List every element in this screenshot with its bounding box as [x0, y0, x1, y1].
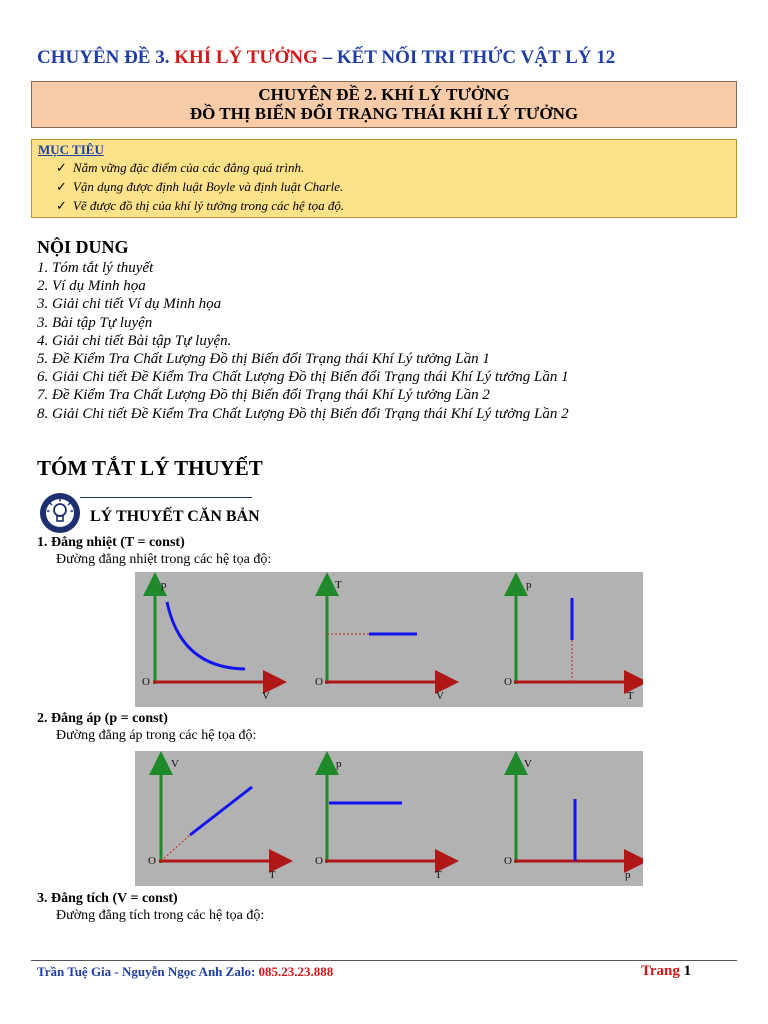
- toc-item: 3. Giải chi tiết Ví dụ Minh họa: [37, 296, 222, 313]
- graph-v-t: [148, 758, 281, 881]
- graph-v-p: [504, 758, 636, 881]
- axis-label-y: V: [171, 758, 179, 770]
- isotherm-curve: [167, 602, 245, 669]
- check-icon: ✓: [56, 198, 67, 213]
- table-of-contents: [37, 259, 737, 423]
- toc-item: 6. Giải Chi tiết Đề Kiểm Tra Chất Lượng Đồ thị Biến đổi Trạng thái Khí Lý tưởng Lần 1: [37, 369, 569, 386]
- origin-label: O: [148, 855, 156, 867]
- toc-item: 3. Bài tập Tự luyện: [37, 314, 153, 331]
- isothermal-graphs: [135, 572, 643, 707]
- axis-label-y: p: [336, 758, 342, 770]
- isobaric-graphs: [135, 751, 643, 886]
- divider: [80, 497, 252, 498]
- goals-heading: MỤC TIÊU: [38, 142, 104, 157]
- header-topic: KHÍ LÝ TƯỞNG: [174, 47, 318, 68]
- theory-heading: TÓM TẮT LÝ THUYẾT: [37, 456, 263, 480]
- isothermal-title: 1. Đẳng nhiệt (T = const): [37, 535, 185, 550]
- origin-label: O: [315, 676, 323, 688]
- axis-label-y: V: [524, 758, 532, 770]
- axis-label-x: T: [435, 869, 442, 881]
- axis-label-x: T: [627, 690, 634, 702]
- toc-item: 7. Đề Kiểm Tra Chất Lượng Đồ thị Biến đổi Trạng thái Khí Lý tưởng Lần 2: [37, 387, 490, 404]
- footer-phone: 085.23.23.888: [258, 964, 334, 979]
- axis-label-x: V: [436, 690, 444, 702]
- graph-p-t: [504, 579, 636, 702]
- isochoric-desc: Đường đẳng tích trong các hệ tọa độ:: [56, 908, 265, 923]
- theory-subheading: LÝ THUYẾT CĂN BẢN: [90, 508, 260, 525]
- content-heading: NỘI DUNG: [37, 237, 129, 257]
- title-box: [31, 81, 737, 128]
- header-suffix: – KẾT NỐI TRI THỨC VẬT LÝ 12: [317, 47, 616, 68]
- toc-item: 5. Đề Kiểm Tra Chất Lượng Đồ thị Biến đổi Trạng thái Khí Lý tưởng Lần 1: [37, 351, 490, 368]
- toc-item: 8. Giải Chi tiết Đề Kiểm Tra Chất Lượng Đồ thị Biến đổi Trạng thái Khí Lý tưởng Lần 2: [37, 405, 569, 422]
- goal-item: ✓ Vận dụng được định luật Boyle và định luật Charle.: [56, 179, 344, 194]
- origin-label: O: [142, 676, 150, 688]
- page-number: Trang 1: [641, 963, 692, 979]
- lightbulb-icon: [40, 493, 80, 533]
- axis-label-y: T: [335, 579, 342, 591]
- goals-box: [31, 139, 737, 218]
- toc-item: 1. Tóm tắt lý thuyết: [37, 260, 154, 276]
- goal-item: ✓ Vẽ được đồ thị của khí lý tưởng trong các hệ tọa độ.: [56, 198, 345, 213]
- footer-authors: Trần Tuệ Gia - Nguyễn Ngọc Anh Zalo: 085.23.23.888: [37, 964, 334, 979]
- graph-p-t-isobar: [315, 758, 447, 881]
- title-line-1: CHUYÊN ĐỀ 2. KHÍ LÝ TƯỞNG: [258, 85, 510, 104]
- isobaric-desc: Đường đẳng áp trong các hệ tọa độ:: [56, 728, 257, 743]
- isobaric-title: 2. Đẳng áp (p = const): [37, 711, 168, 726]
- origin-label: O: [504, 855, 512, 867]
- origin-label: O: [315, 855, 323, 867]
- toc-item: 2. Ví dụ Minh họa: [37, 278, 146, 295]
- check-icon: ✓: [56, 179, 67, 194]
- isobar-line: [190, 787, 252, 835]
- axis-label-y: p: [161, 579, 167, 591]
- footer-divider: [31, 960, 737, 961]
- graph-p-v: [142, 579, 275, 702]
- origin-label: O: [504, 676, 512, 688]
- check-icon: ✓: [56, 160, 67, 175]
- isothermal-desc: Đường đẳng nhiệt trong các hệ tọa độ:: [56, 552, 272, 567]
- axis-label-x: V: [262, 690, 270, 702]
- axis-label-x: p: [625, 869, 631, 881]
- header-prefix: CHUYÊN ĐỀ 3.: [37, 47, 175, 68]
- toc-item: 4. Giải chi tiết Bài tập Tự luyện.: [37, 332, 232, 349]
- isochoric-title: 3. Đẳng tích (V = const): [37, 891, 178, 906]
- goal-item: ✓ Nắm vững đặc điểm của các đẳng quá trình.: [56, 160, 305, 175]
- document-header: [37, 47, 737, 69]
- axis-label-y: p: [526, 579, 532, 591]
- graph-t-v: [315, 579, 447, 702]
- axis-label-x: T: [269, 869, 276, 881]
- title-line-2: ĐỒ THỊ BIẾN ĐỔI TRẠNG THÁI KHÍ LÝ TƯỞNG: [189, 104, 579, 123]
